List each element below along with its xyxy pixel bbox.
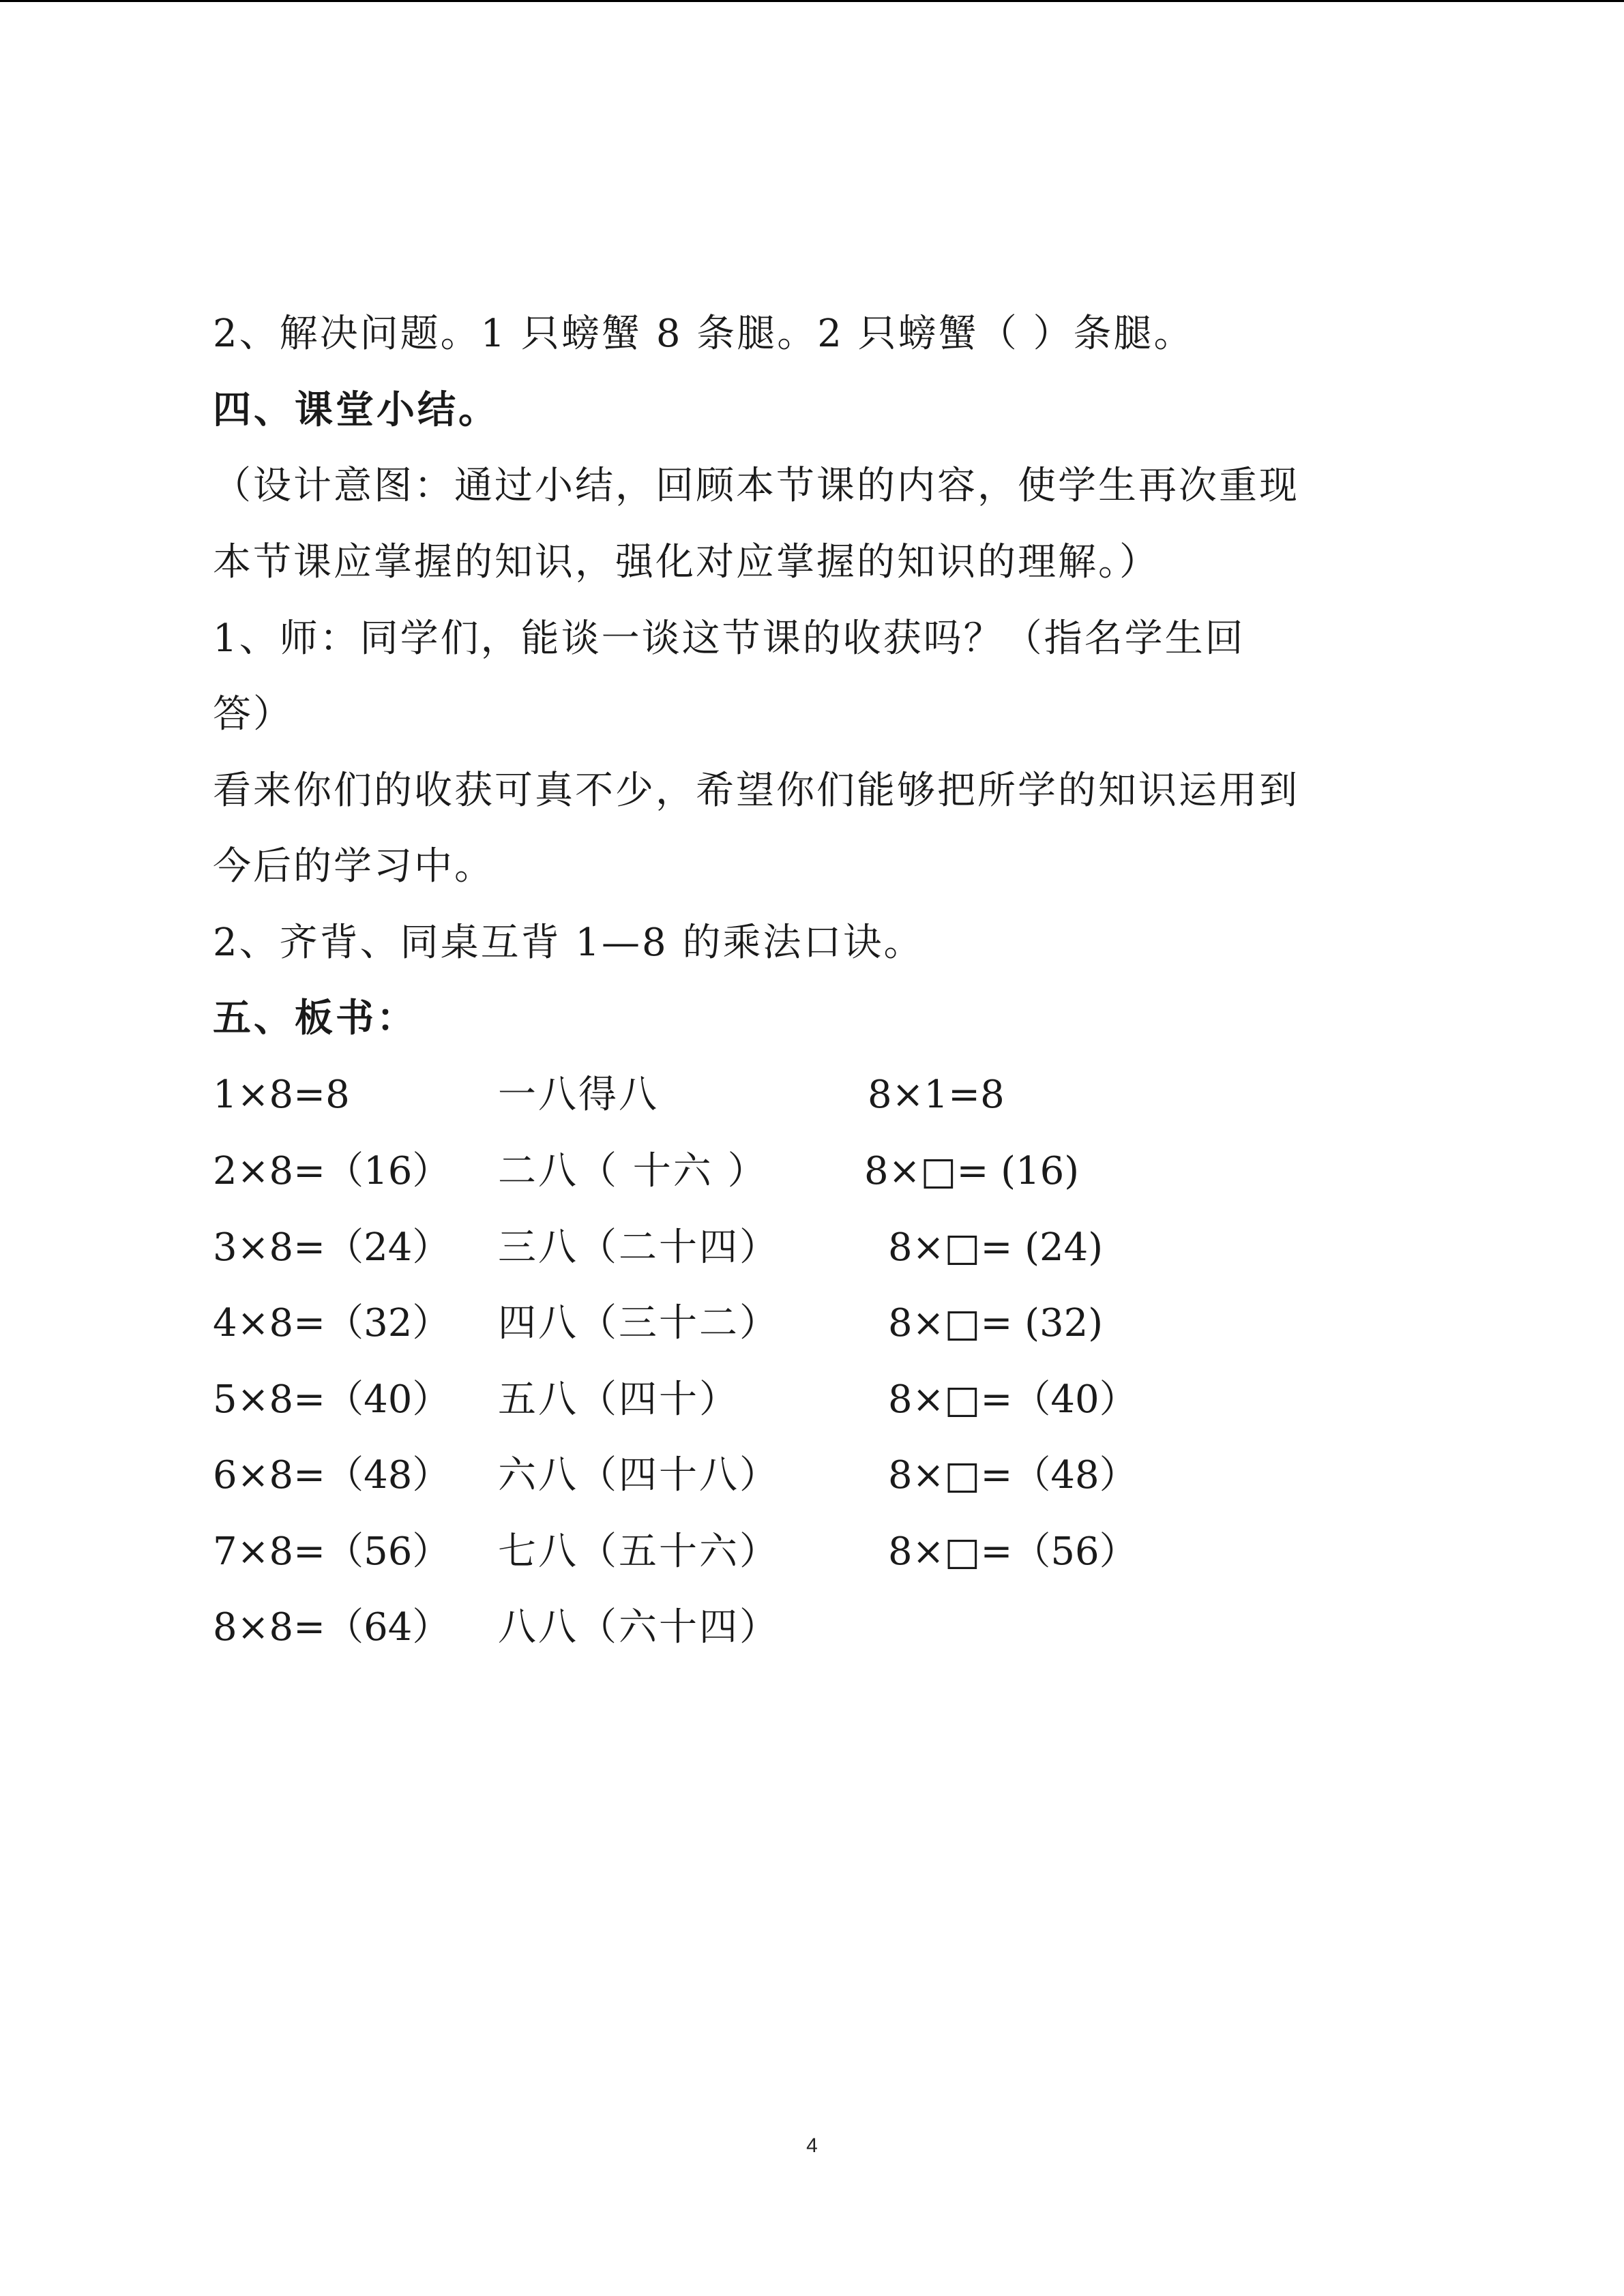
design-intent-line-1: （设计意图：通过小结，回顾本节课的内容，使学生再次重现	[213, 464, 1299, 508]
board-equation: 6×8=（48）	[213, 1453, 451, 1497]
board-row	[213, 1600, 1509, 1655]
board-equation: 2×8=（16）	[213, 1149, 451, 1193]
board-equation: 1×8=8	[213, 1073, 350, 1117]
board-rhyme: 五八（四十）	[498, 1377, 739, 1422]
section-heading-summary: 四、课堂小结。	[213, 388, 499, 432]
design-intent-line-2: 本节课应掌握的知识，强化对应掌握的知识的理解。）	[213, 540, 1160, 584]
board-row	[213, 1221, 1509, 1275]
board-rhyme: 二八（ 十六 ）	[498, 1149, 768, 1193]
board-equation: 4×8=（32）	[213, 1301, 451, 1345]
page-number: 4	[806, 2134, 818, 2157]
board-reverse-equation: 8×□= (24)	[888, 1225, 1104, 1270]
board-reverse-equation: 8×□=（48）	[888, 1453, 1138, 1497]
board-row	[213, 1448, 1509, 1503]
board-rhyme: 一八得八	[498, 1073, 659, 1117]
board-reverse-equation: 8×□= (32)	[888, 1301, 1104, 1345]
board-equation: 5×8=（40）	[213, 1377, 451, 1422]
board-rhyme: 七八（五十六）	[498, 1530, 780, 1574]
board-row	[213, 1296, 1509, 1351]
board-rhyme: 四八（三十二）	[498, 1301, 780, 1345]
board-equation: 8×8=（64）	[213, 1605, 451, 1650]
board-row	[213, 1525, 1509, 1579]
board-rhyme: 六八（四十八）	[498, 1453, 780, 1497]
board-rhyme: 三八（二十四）	[498, 1225, 780, 1270]
closing-remark-line-2: 今后的学习中。	[213, 844, 494, 889]
closing-remark-line-1: 看来你们的收获可真不少，希望你们能够把所学的知识运用到	[213, 769, 1299, 813]
board-reverse-equation: 8×□=（40）	[888, 1377, 1138, 1422]
teacher-question-line-1: 1、师：同学们，能谈一谈这节课的收获吗？（指名学生回	[213, 616, 1245, 661]
recite-multiplication-item: 2、齐背、同桌互背 1—8 的乘法口诀。	[213, 921, 924, 965]
board-equation: 7×8=（56）	[213, 1530, 451, 1574]
board-reverse-equation: 8×1=8	[868, 1073, 1005, 1117]
board-equation: 3×8=（24）	[213, 1225, 451, 1270]
board-rhyme: 八八（六十四）	[498, 1605, 780, 1650]
section-heading-board: 五、板书：	[213, 996, 417, 1041]
board-row	[213, 1144, 1509, 1199]
board-row	[213, 1373, 1509, 1427]
top-border-line	[0, 0, 1624, 2]
teacher-question-line-2: 答）	[213, 692, 293, 736]
board-reverse-equation: 8×□=（56）	[888, 1530, 1138, 1574]
board-reverse-equation: 8×□= (16)	[864, 1149, 1080, 1193]
problem-solving-item: 2、解决问题。1 只螃蟹 8 条腿。2 只螃蟹（ ）条腿。	[213, 312, 1194, 356]
board-row	[213, 1068, 1509, 1122]
